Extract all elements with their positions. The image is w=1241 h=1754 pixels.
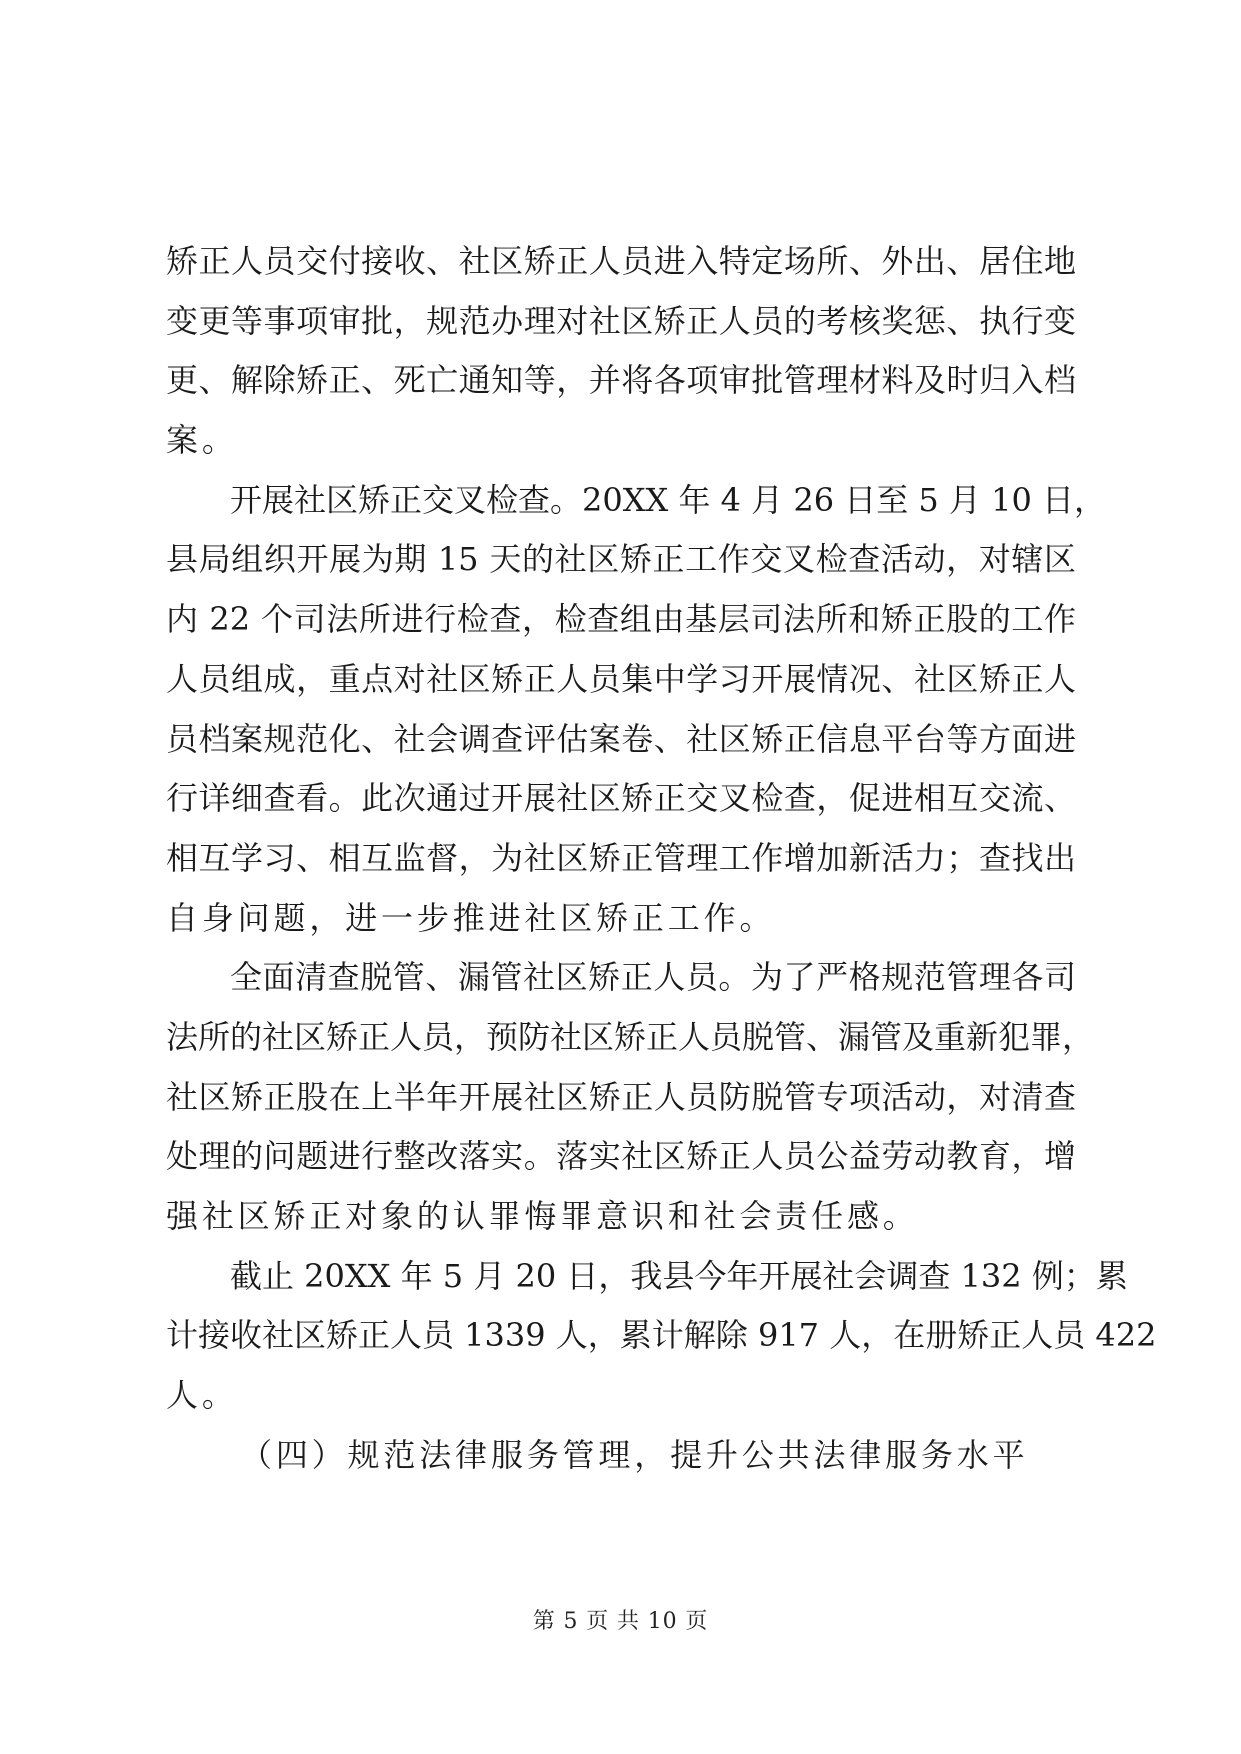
text-line: 员档案规范化、社会调查评估案卷、社区矫正信息平台等方面进 (166, 719, 1076, 758)
text-line: 强社区矫正对象的认罪悔罪意识和社会责任感。 (166, 1197, 919, 1235)
text-line: 更、解除矫正、死亡通知等，并将各项审批管理材料及时归入档 (166, 361, 1076, 400)
text-line: 社区矫正股在上半年开展社区矫正人员防脱管专项活动，对清查 (166, 1077, 1076, 1116)
text-line: 法所的社区矫正人员，预防社区矫正人员脱管、漏管及重新犯罪， (166, 1017, 1095, 1056)
paragraph-first-line: 截止 20XX 年 5 月 20 日，我县今年开展社会调查 132 例；累 (230, 1256, 1128, 1295)
text-line: 处理的问题进行整改落实。落实社区矫正人员公益劳动教育，增 (166, 1137, 1076, 1176)
paragraph-first-line: 全面清查脱管、漏管社区矫正人员。为了严格规范管理各司 (230, 958, 1076, 997)
text-line: 相互学习、相互监督，为社区矫正管理工作增加新活力；查找出 (166, 838, 1076, 877)
paragraph-first-line: 开展社区矫正交叉检查。20XX 年 4 月 26 日至 5 月 10 日， (230, 480, 1106, 519)
document-body (166, 232, 1157, 1485)
text-line: 变更等事项审批，规范办理对社区矫正人员的考核奖惩、执行变 (166, 301, 1076, 340)
text-line: 县局组织开展为期 15 天的社区矫正工作交叉检查活动，对辖区 (166, 540, 1076, 579)
page-number-footer: 第 5 页 共 10 页 (532, 1609, 709, 1634)
section-heading: （四）规范法律服务管理，提升公共法律服务水平 (240, 1435, 1029, 1474)
text-line: 计接收社区矫正人员 1339 人，累计解除 917 人，在册矫正人员 422 (166, 1316, 1157, 1355)
text-line: 人员组成，重点对社区矫正人员集中学习开展情况、社区矫正人 (166, 659, 1076, 698)
text-line: 自身问题，进一步推进社区矫正工作。 (166, 898, 776, 937)
text-line: 内 22 个司法所进行检查，检查组由基层司法所和矫正股的工作 (166, 600, 1076, 639)
text-line: 行详细查看。此次通过开展社区矫正交叉检查，促进相互交流、 (166, 779, 1076, 818)
text-line: 人。 (166, 1376, 238, 1415)
text-line: 矫正人员交付接收、社区矫正人员进入特定场所、外出、居住地 (166, 242, 1076, 280)
text-line: 案。 (166, 421, 238, 460)
